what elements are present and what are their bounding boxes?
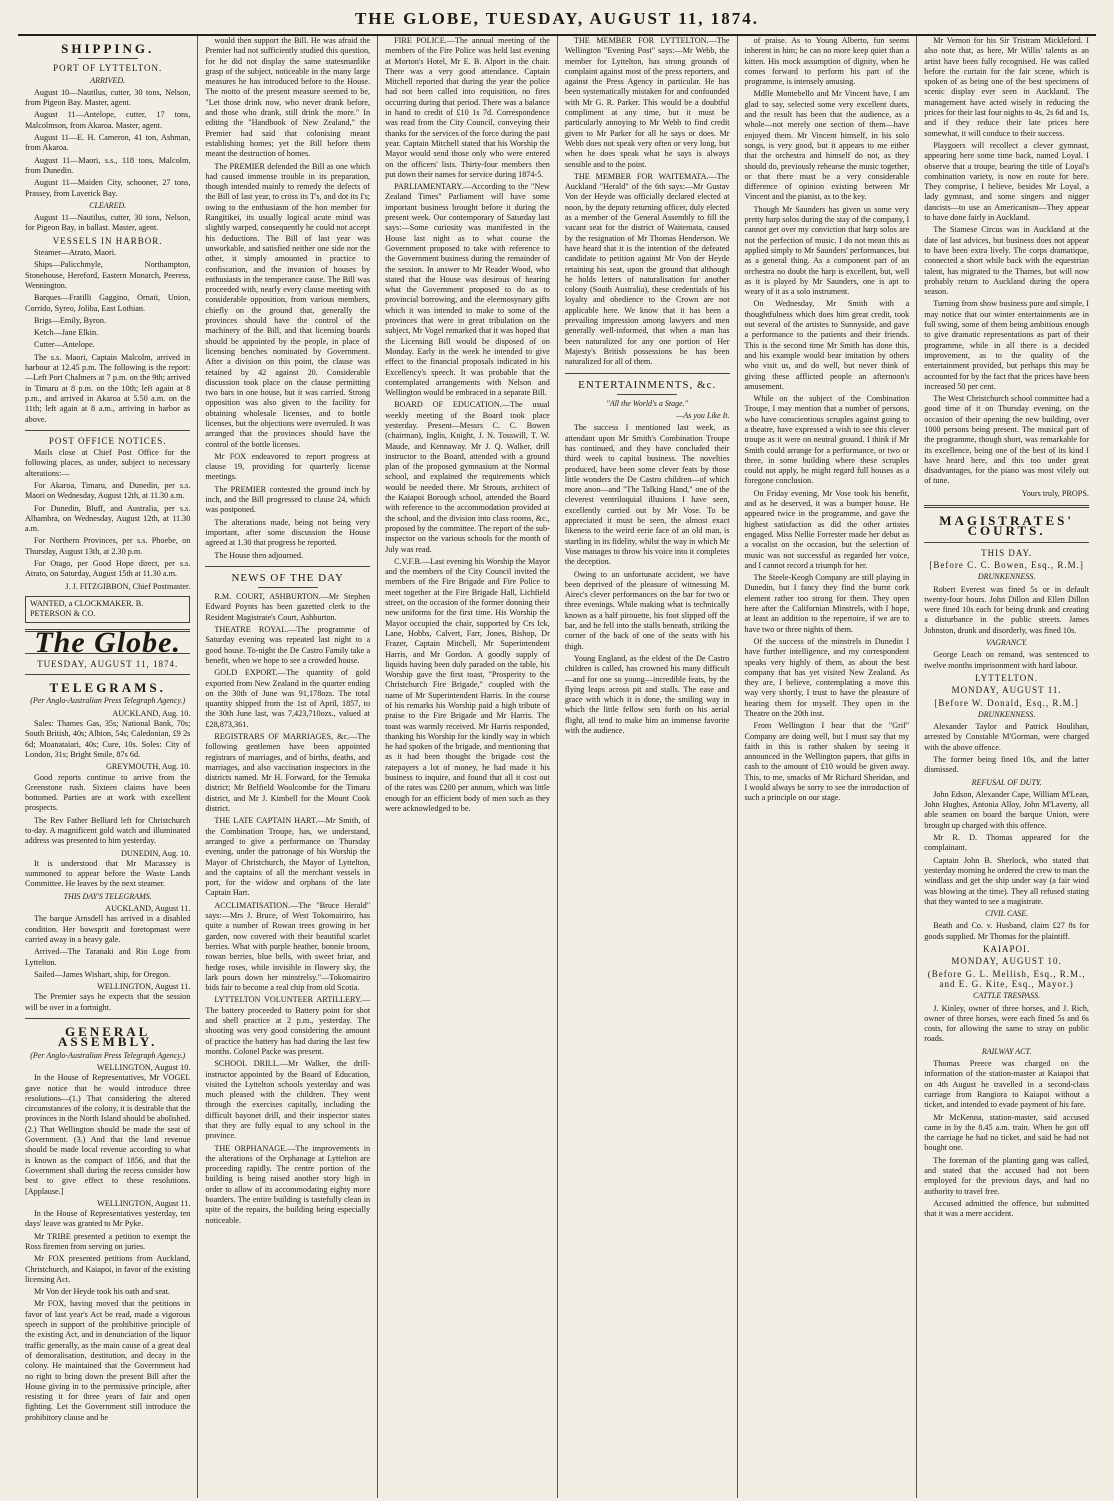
- entertainment-paragraph: Playgoers will recollect a clever gymnast, appearing here some time back, named Loyal. I observe that a troupe, bearing the title of Loyal's combination variety, is now en route for here. They comprise, I believe, besides Mr Loyal, a lady gymnast, and some singers and nigger dancists—to use an Americanism—They appear to have done fairly in Auckland.: [924, 140, 1089, 223]
- shipping-entry: August 11—Maori, s.s., 118 tons, Malcolm, from Dunedin.: [25, 155, 191, 175]
- dateline: WELLINGTON, August 11.: [97, 982, 191, 992]
- cleared-label: CLEARED.: [89, 200, 127, 210]
- shipping-entry: August 11—E. H. Cameron, 41 ton, Ashman, from Akaroa.: [25, 133, 191, 153]
- dateline: WELLINGTON, August 10.: [96, 1062, 191, 1072]
- entertainment-paragraph: On Wednesday, Mr Smith with a thoughtfulness which does him great credit, took out several of the artistes to Sunnyside, and gave a performance to the patients and their friends. This is the second time Mr Smith has done this, and his example would bear imitation by others who visit us, and do well, but never think of giving these afflicted people an afternoon's amusement.: [744, 299, 910, 391]
- page-masthead: THE GLOBE, TUESDAY, AUGUST 11, 1874.: [354, 9, 760, 28]
- wanted-advert: WANTED, a CLOCKMAKER. B. PETERSON & CO.: [25, 596, 190, 623]
- telegram: It is understood that Mr Macassey is summoned to appear before the Waste Lands Committee. He leaves by the next steamer.: [25, 858, 191, 889]
- court-case: Mr R. D. Thomas appeared for the complainant.: [924, 833, 1089, 853]
- news-item: BOARD OF EDUCATION.—The usual weekly meeting of the Board took place yesterday. Present—Messrs C. C. Bowen (chairman), Inglis, Knight, J. N. Tosswill, T. W. Maude, and Kennaway. Mr J. Q. Walker, drill instructor to the Board, attended with a ground plan of the proposed gymnasium at the Normal school, and explained the requirements which would be needed there. Mr Strouts, architect of the Kaiapoi Borough school, attended the Board with reference to the accommodation provided at the school, and the division into class rooms, &c., proposed by the committee. The report of the sub-inspector on the various schools for the month of July was read.: [385, 400, 550, 554]
- props-signature: Yours truly, PROPS.: [1021, 488, 1089, 498]
- article-paragraph: Mr FOX endeavored to report progress at clause 19, providing for quarterly license meetings.: [205, 451, 371, 482]
- columns: [18, 36, 1096, 1498]
- entertainment-paragraph: While on the subject of the Combination Troupe, I may mention that a number of persons, who have conscientious scruples against going to a theatre, have expressed a wish to see this clever troupe as it were on neutral ground. I think if Mr Smith could arrange for a performance, or two or three, in some building where these scruples could not apply, he might regard full houses as a foregone conclusion.: [744, 394, 910, 486]
- harbour-entry: Ships—Palicchmyle, Northampton, Stonehouse, Hereford, Eastern Monarch, Peeress, Wennington.: [25, 260, 191, 290]
- harbour-entry: Steamer—Atrato, Maori.: [34, 248, 117, 258]
- entertainment-paragraph: Mdlle Montebello and Mr Vincent have, I am glad to say, selected some very excellent duets, and the result has been that the audience, as a whole—not merely one section of them—have enjoyed them. Mr Vincent himself, in his solo songs, is very good, but it appears to me either that the orchestra and himself do not, as they should do, previously rehearse the music together, or that there must be a very considerable difference of opinion existing between Mr Vincent and the pianist, as to the key.: [744, 89, 910, 202]
- dateline: AUCKLAND, August 11.: [105, 904, 191, 914]
- news-item: THE MEMBER FOR LYTTELTON.—The Wellington "Evening Post" says:—Mr Webb, the member for Lyttelton, has strong grounds of complaint against most of the press reporters, and against the Press Agency in particular. He has been systematically mistaken for and confounded with Mr G. R. Parker. This would be a doubtful compliment at any time, but it must be particularly annoying to Mr Webb to find credit given to Mr Parker for all he says or does. Mr Webb does not speak very often or very long, but when he does speak what he says is always sensible and to the point.: [564, 36, 730, 169]
- court-case: J. Kinley, owner of three horses, and J. Rich, owner of three horses, were each fined 5s and 6s costs, for allowing the same to stray on public roads.: [924, 1003, 1089, 1044]
- maori-report: The s.s. Maori, Captain Malcolm, arrived in harbour at 12.45 p.m. The following is the report:—Left Port Chalmers at 7 p.m. on the 9th; arrived in Timaru at 8 p.m. on the 10th; left again at 8 p.m., and arrived in Akaroa at 5.50 a.m. on the 11th; left again at 8 a.m., arriving in harbor as above.: [25, 352, 191, 424]
- assembly-paragraph: In the House of Representatives yesterday, ten days' leave was granted to Mr Pyke.: [25, 1209, 191, 1229]
- entertainment-paragraph: The success I mentioned last week, as attendant upon Mr Smith's Combination Troupe has continued, and they have concluded their third week to capital business. The novelties produced, have been some clever feats by those little wonders the De Castro children—of which more anon—and "The Talking Hand," one of the cleverest ventriloquial illusions I have seen, excellently carried out by Mr Vose. To be appreciated it must be seen, the almost exact likeness to the weird eerie face of an old man, is startling in its fidelity, whilst the way in which Mr Vose manages to throw his voice into it completes the deception.: [564, 423, 730, 567]
- court-location: KAIAPOI.: [982, 944, 1031, 955]
- entertainment-paragraph: From Wellington I hear that the "Grif" Company are doing well, but I must say that my faith in this is rather shaken by seeing it announced in the Wellington papers, that gifts in cash to the amount of £10 would be given away. This, to me, smacks of Mr Richard Sheridan, and I would always be sorry to see the introduction of such a principle on our stage.: [744, 721, 910, 803]
- news-item: THE ORPHANAGE.—The improvements in the alterations of the Orphanage at Lyttelton are proceeding rapidly. The centre portion of the building is being raised another story high in order to allow of its accommodating eighty more boarders. The entire building is tastefully clean in spite of the repairs, the building being especially noticeable.: [205, 1143, 371, 1225]
- agency-note: (Per Anglo-Australian Press Telegraph Agency.): [30, 1050, 186, 1060]
- news-item: THEATRE ROYAL.—The programme of Saturday evening was repeated last night to a good house. To-night the De Castro Family take a benefit, when we hope to see a crowded house.: [205, 625, 371, 665]
- entertainments-heading: ENTERTAINMENTS, &c.: [578, 378, 717, 391]
- telegram: Good reports continue to arrive from the Greenstone rush. Sixteen claims have been bottomed. Parties are at work with excellent prospects.: [25, 772, 191, 813]
- divider: [25, 430, 190, 431]
- article-paragraph: The alterations made, being not being very important, after some discussion the House agreed at 1.30 that progress be reported.: [205, 517, 371, 548]
- court-case: Captain John B. Sherlock, who stated that yesterday morning he ordered the crew to man the windlass and get the ship under way (a fair wind was blowing at the time). They all refused stating that they wanted to see a magistrate.: [924, 855, 1089, 906]
- news-item: R.M. COURT, ASHBURTON.—Mr Stephen Edward Poynts has been gazetted clerk to the Resident Magistrate's Court, Ashburton.: [205, 592, 371, 622]
- court-day: THIS DAY.: [981, 547, 1033, 558]
- news-item: THE LATE CAPTAIN HART.—Mr Smith, of the Combination Troupe, has, we understand, arranged to give a performance on Thursday evening, under the patronage of his Worship the Mayor of Christchurch, the Mayor of Lyttelton, and the captains of all the merchant vessels in port, for the widow and orphans of the late Captain Hart.: [205, 816, 371, 898]
- assembly-paragraph: In the House of Representatives, Mr VOGEL gave notice that he would introduce three resolutions—(1.) That considering the altered circumstances of the colony, it is desirable that the provinces in the North Island should be abolished. (2.) That Wellington should be made the seat of Government. (3.) And that the land revenue should be made local revenue according to what is known as the compact of 1856, and that the Government shall during the recess consider how best to give effect to these resolutions. [Applause.]: [25, 1073, 191, 1196]
- court-before: [Before C. C. Bowen, Esq., R.M.]: [929, 559, 1084, 570]
- divider: [924, 505, 1089, 508]
- entertainment-paragraph: Though Mr Saunders has given us some very pretty harp solos during the stay of the company, I cannot get over my conviction that harp solos are not the perfection of music. I do not mean this as applied simply to Mr Saunders' performances, but as a general thing. As a component part of an orchestra no doubt the harp is excellent, but, well as it is played by Mr Saunders, one is apt to weary of it as a solo instrument.: [744, 204, 910, 297]
- charge-label: REFUSAL OF DUTY.: [971, 777, 1042, 787]
- assembly-paragraph: Mr TRIBE presented a petition to exempt the Ross firemen from serving on juries.: [25, 1231, 191, 1251]
- news-item: LYTTELTON VOLUNTEER ARTILLERY.—The battery proceeded to Battery point for shot and shell practice at 2 p.m., yesterday. The shooting was very good considering the amount of practice the battery has had during the last few months. Colonel Packe was present.: [205, 995, 371, 1056]
- entertainment-paragraph: The Siamese Circus was in Auckland at the date of last advices, but business does not appear to have been extra lively. The corps dramatique, connected a short while back with the equestrian talent, has migrated to the Thames, but will now probably return to Auckland during the opera season.: [924, 225, 1089, 297]
- column-1: [18, 36, 197, 1498]
- court-before: [Before W. Donald, Esq., R.M.]: [934, 697, 1079, 708]
- dateline: WELLINGTON, August 11.: [97, 1198, 191, 1208]
- assembly-paragraph: Mr Von der Heyde took his oath and seat.: [34, 1287, 170, 1297]
- court-case: Mr McKenna, station-master, said accused came in by the 8.45 a.m. train. When he got off the carriage he had no ticket, and said he had not bought one.: [924, 1112, 1089, 1153]
- harbour-entry: Barques—Fratilli Gaggino, Ornati, Union, Corrido, Syreo, Joliba, East Lothian.: [25, 293, 191, 313]
- news-item: SCHOOL DRILL.—Mr Walker, the drill-instructor appointed by the Board of Education, visited the Lyttelton schools yesterday and was much pleased with the children. They went through the exercises capitally, including the difficult bayonet drill, and their inspector states that they are fully equal to any school in the province.: [205, 1059, 371, 1141]
- shipping-entry: August 11—Nautilus, cutter, 30 tons, Nelson, for Pigeon Bay, in ballast. Master, agent.: [25, 213, 191, 233]
- arrived-label: ARRIVED.: [90, 75, 126, 85]
- divider: [25, 1018, 190, 1019]
- post-entry: For Northern Provinces, per s.s. Phoebe, on Thursday, August 13th, at 2.30 p.m.: [25, 536, 191, 556]
- divider: [78, 58, 138, 59]
- entertainment-paragraph: Owing to an unfortunate accident, we have been deprived of the pleasure of witnessing M. Airec's clever performances on the bar for two or three evenings. While making what is technically known as a half pirouette, his foot slipped off the bar, and he fell into the stalls beneath, striking the corner of the back of one of the seats with his thigh.: [564, 569, 730, 651]
- divider: [924, 542, 1089, 543]
- harbour-entry: Cutter—Antelope.: [34, 340, 95, 350]
- court-location: LYTTELTON.: [975, 672, 1039, 683]
- dateline: DUNEDIN, Aug. 10.: [121, 848, 191, 858]
- charge-label: CATTLE TRESPASS.: [973, 991, 1041, 1001]
- dateline: GREYMOUTH, Aug. 10.: [105, 762, 191, 772]
- column-6: [916, 36, 1096, 1498]
- news-item: REGISTRARS OF MARRIAGES, &c.—The following gentlemen have been appointed registrars of marriages, and of births, deaths, and marriages, and also vaccination inspectors in the districts named. Mr H. Forward, for the Temuka district; Mr Belfield Woolcombe for the Timaru district, and Mr J. Kimbell for the Mount Cook district.: [205, 732, 371, 814]
- post-entry: For Otago, per Good Hope direct, per s.s. Atrato, on Saturday, August 15th at 11.30 a.m.: [25, 559, 191, 579]
- entertainment-paragraph: Young England, as the eldest of the De Castro children is called, has crowned his many difficult—and for one so young—incredible feats, by the flying leaps across pit and stalls. The ease and grace with which it is done, the smiling way in which the little fellow sets forth on his aerial flight, all tend to make him an immense favorite with the audience.: [564, 653, 730, 735]
- court-day: MONDAY, AUGUST 11.: [951, 685, 1062, 696]
- news-item: THE MEMBER FOR WAITEMATA.—The Auckland "Herald" of the 6th says:—Mr Gustav Von der Heyde was officially declared elected at noon, by the deputy returning officer, duly elected as a member of the General Assembly to fill the vacant seat for the district of Waitemata, caused by the resignation of Mr Thomas Henderson. We have heard that it is the intention of the defeated candidate to petition against Mr Von der Heyde retaining his seat, upon the ground that although he holds letters of naturalisation for another colony (South Australia), these credentials of his loyalty and obedience to the Crown are not applicable here. We know that it has been a prevailing impression among lawyers and men generally well-informed, that when a man has been naturalized for any one portion of Her Majesty's British possessions he has been naturalized for all of them.: [564, 171, 730, 367]
- news-of-the-day-heading: NEWS OF THE DAY: [231, 571, 344, 584]
- entertainment-paragraph: On Friday evening, Mr Vose took his benefit, and as he deserved, it was a bumper house. He appeared twice in the programme, and gave the highest satisfaction as did the other artistes engaged. Miss Nellie Forrester made her debut as a vocalist on the occasion, but the selection of music was not successful as regarded her voice, and I cannot record a triumph for her.: [744, 488, 910, 570]
- court-day: MONDAY, AUGUST 10.: [951, 956, 1062, 967]
- divider: [205, 566, 370, 567]
- court-case: George Leach on remand, was sentenced to twelve months imprisonment with hard labour.: [924, 650, 1089, 670]
- general-assembly-heading: GENERAL ASSEMBLY.: [57, 1024, 158, 1050]
- entertainment-paragraph: of praise. As to Young Alberto, fun seems inherent in him; he can no more keep quiet than a kitten. His mock assumption of dignity, when he comes forward to perform his part of the programme, is intensely amusing.: [744, 36, 910, 87]
- shipping-entry: August 11—Maiden City, schooner, 27 tons, Prassey, from Laverick Bay.: [25, 178, 191, 198]
- court-case: The former being fined 10s, and the latter dismissed.: [924, 755, 1089, 775]
- post-office-heading: POST OFFICE NOTICES.: [48, 435, 167, 446]
- entertainment-paragraph: The West Christchurch school committee had a good time of it on Thursday evening, on the occasion of their opening the new building, over 1000 persons being present. The musical part of the programme, though short, was remarkable for its excellence, being one of the best of its kind I have heard here, and this too under great disadvantages, for the piano was most vilely out of tune.: [924, 394, 1089, 486]
- article-paragraph: The PREMIER defended the Bill as one which had caused immense trouble in its preparation, though intended mainly to remedy the defects of the Bill of last year, to cross its T's, and dot its I's; owing to the enthusiasm of the hon member for Rangitikei, its usually logical acute mind was slightly warped, consequently he could not accept his deductions. The Bill of last year was unworkable, and satisfied neither one side nor the other, it simply amounted in practice to confiscation, and the invasion of houses by enthusiasts in the temperance cause. The Bill was proceeded with, nearly every clause meeting with considerable opposition, from various members, chiefly on the ground that, generally the provinces should have the control of the machinery of the Bill, and that licensing boards should be appointed by the people, in place of licensing benches nominated by Government. After a division on this point, the clause was retained by 42 against 20. Considerable discussion took place on the clause permitting two bars in one house, but it was carried. Strong opposition was also given to the facility for obtaining wholesale licenses, and to bottle licenses, but the objections were overruled. It was arranged that the provinces should have the control of the bottle licenses.: [205, 161, 371, 449]
- assembly-paragraph: Mr FOX, having moved that the petitions in favor of last year's Act be read, made a vigorous speech in support of the prohibitive principle of the existing Act, and in denunciation of the liquor traffic generally, as the main cause of a great deal of demoralisation, destitution, and decay in the colony. He maintained that the Government had no right to bring down the present Bill after the House giving in to the permissive principle, after resisting it for three years of fair and open fighting. Let the Government still introduce the prohibitory clause and he: [25, 1299, 191, 1422]
- news-item: PARLIAMENTARY.—According to the "New Zealand Times" Parliament will have some important business brought before it during the present week. Our contemporary of Saturday last says:—Some curiosity was manifested in the House last night as to what course the Government proposed to take with reference to the Government business during the remainder of the session. In answer to Mr Reader Wood, who stated that the House was desirous of hearing what the Government proposed to do as to provincial borrowing, and the eleemosynary gifts which it was intended to make to some of the provinces that were in great tribulation on the subject, Mr Vogel remarked that it was hoped that the Licensing Bill would be disposed of on Monday. Early in the week he intended to give effect to the financial proposals indicated in his Excellency's speech. It was probable that the contemplated arrangements with Nelson and Wellington would be embraced in a separate Bill.: [385, 182, 550, 398]
- news-item: FIRE POLICE.—The annual meeting of the members of the Fire Police was held last evening at Morton's Hotel, Mr E. B. Alport in the chair. There was a very good attendance. Captain Mitchell reported that during the year the police had not been called into requisition, no fires occurring during that period. There was a balance in hand to credit of £10 1s 7d. Correspondence was read from the City Council, conveying their thanks for the services of the force during the past year. Captain Mitchell stated that his Worship the Mayor would send those only who were entered on the officers' lists. Thirty-four members then put down their names for service during 1874-5.: [385, 36, 550, 179]
- column-4: [557, 36, 737, 1498]
- harbour-entry: Ketch—Jane Elkin.: [34, 328, 99, 338]
- court-case: Beath and Co. v. Husband, claim £27 8s for goods supplied. Mr Thomas for the plaintiff.: [924, 921, 1089, 941]
- court-case: Accused admitted the offence, but submitted that it was a mere accident.: [924, 1198, 1089, 1219]
- entertainments-attribution: —As you Like It.: [676, 411, 730, 421]
- telegram: Arrived—The Taranaki and Rio Loge from Lyttelton.: [25, 947, 191, 967]
- court-case: Thomas Preece was charged on the information of the station-master at Kaiapoi that on 4th August he travelled in a second-class carriage from Rangiora to Kaiapoi without a ticket, and intended to evade payment of his fare.: [924, 1059, 1089, 1110]
- article-paragraph: would then support the Bill. He was afraid the Premier had not sufficiently studied this question, for he did not display the same statesmanlike grasp of the subject, noticeable in the many large measures he has introduced before to the House. The motto of the present measure seemed to be, "Let those drink now, who never drank before, and those who drank, still drink the more." In editing the "Handbook of New Zealand," the Premier had said that colonising meant establishing homes; yet the Bill before them meant the destruction of homes.: [205, 36, 371, 159]
- shipping-entry: August 11—Antelope, cutter, 17 tons, Malcolmson, from Akaroa. Master, agent.: [25, 110, 191, 130]
- article-paragraph: The PREMIER contested the ground inch by inch, and the Bill progressed to clause 24, which was postponed.: [205, 484, 371, 515]
- telegram: The barque Arnsdell has arrived in a disabled condition. Her bowsprit and foretopmast were carried away in a heavy gale.: [25, 914, 191, 944]
- post-entry: For Akaroa, Timaru, and Dunedin, per s.s. Maori on Wednesday, August 12th, at 11.30 a.m.: [25, 480, 191, 501]
- divider: [25, 674, 190, 675]
- article-paragraph: The House then adjourned.: [214, 550, 304, 560]
- assembly-paragraph: Mr FOX presented petitions from Auckland, Christchurch, and Kaiapoi, in favor of the existing licensing Act.: [25, 1254, 191, 1284]
- charge-label: DRUNKENNESS.: [977, 572, 1036, 582]
- agency-note: (Per Anglo-Australian Press Telegraph Agency.): [30, 696, 186, 706]
- divider: [565, 373, 730, 374]
- this-days-telegrams: THIS DAY'S TELEGRAMS.: [63, 891, 152, 901]
- telegram: Sales: Thames Gas, 35s; National Bank, 70s; South British, 40s; Albion, 54s; Caledonian, £9 2s 6d; Moanataiari, 40s; Cure, 10s. Soles: City of London, 31s; Bright Smile, 87s 6d.: [25, 719, 191, 759]
- court-case: Alexander Taylor and Patrick Houlihan, arrested by Constable M'Gorman, were charged with the above offence.: [924, 722, 1089, 752]
- telegram: The Rev Father Belliard left for Christchurch to-day. A magnificent gold watch and illuminated address was presented to him yesterday.: [25, 815, 191, 846]
- charge-label: CIVIL CASE.: [985, 909, 1029, 919]
- port-heading: PORT OF LYTTELTON.: [53, 63, 163, 74]
- entertainment-paragraph: The Steele-Keogh Company are still playing in Dunedin, but I fancy they find the burnt cork element rather too strong for them. They open here after the Californian Minstrels, with I hope, at least an addition to the repertoire, if we are to have two or three nights of them.: [744, 573, 910, 634]
- divider: [258, 587, 318, 588]
- court-case: John Edson, Alexander Cape, William M'Lean, John Hughes, Antonia Alloy, John M'Laverty, all able seamen on board the barque Union, were brought up charged with this offence.: [924, 789, 1089, 830]
- court-before: (Before G. L. Mellish, Esq., R.M., and E. G. Kite, Esq., Mayor.): [927, 968, 1086, 989]
- divider: [617, 394, 677, 395]
- dateline: AUCKLAND, Aug. 10.: [112, 708, 191, 718]
- telegram: The Premier says he expects that the session will be over in a fortnight.: [25, 992, 191, 1012]
- telegrams-heading: TELEGRAMS.: [49, 680, 166, 696]
- column-2: [197, 36, 377, 1498]
- charge-label: RAILWAY ACT.: [981, 1046, 1032, 1056]
- telegram: Sailed—James Wishart, ship, for Oregon.: [34, 969, 171, 979]
- post-entry: For Dunedin, Bluff, and Australia, per s.s. Alhambra, on Wednesday, August 12th, at 11.30 a.m.: [25, 503, 191, 534]
- court-case: The foreman of the planting gang was called, and stated that the accused had not been employed for the previous days, and had no authority to travel free.: [924, 1155, 1089, 1196]
- shipping-entry: August 10—Nautilus, cutter, 30 tons, Nelson, from Pigeon Bay. Master, agent.: [25, 87, 191, 108]
- postmaster-signature: J. J. FITZGIBBON, Chief Postmaster.: [65, 581, 191, 591]
- paper-title: The Globe.: [34, 625, 181, 659]
- entertainment-paragraph: Of the success of the minstrels in Dunedin I have further intelligence, and my correspondent speaks very highly of them, as about the best company that has yet visited New Zealand. As they are, I believe, contemplating a move this way very shortly, I trust to have the pleasure of hearing them for myself. They open in the Theatre on the 20th inst.: [744, 636, 910, 718]
- entertainment-paragraph: Turning from show business pure and simple, I may notice that our winter entertainments are in full swing, some of them being ambitious enough to give dramatic representations as part of their programme, while in all there is a decided improvement, as to the quality of the entertainment provided, but perhaps this may be accounted for by the fact that the prices have been increased 50 per cent.: [924, 299, 1089, 391]
- harbour-heading: VESSELS IN HARBOR.: [52, 235, 163, 246]
- news-item: C.V.F.B.—Last evening his Worship the Mayor and the members of the City Council invited the members of the Fire Brigade and Fire Police to meet together at the Fire Brigade Hall, Lichfield street, on the occasion of the former donning their new uniforms for the first time. His Worship the Mayor occupied the chair, supported by Crs Ick, Lane, Hobbs, Calvert, Farr, Jones, Bishop, Dr Frazer, Captain Mitchell, Mr Superintendent Harris, and Mr Gordon. A goodly supply of liquids having been duly paraded on the table, his Worship gave the first toast, "Prosperity to the Christchurch Fire Brigade," coupled with the name of Mr Superintendent Harris. In the course of his remarks his Worship paid a high tribute of praise to the Fire Brigade and Mr Harris. The toast was warmly received. Mr Harris responded, thanking his Worship for the kindly way in which he had spoken of the brigade, and mentioning that as it had been thought the brigade cost the ratepayers a lot of money, he had made it his business to inquire, and found that all it cost out of the rates was £200 per annum, which was little enough for an efficient body of men such as they were acknowledged to be.: [385, 556, 550, 813]
- charge-label: VAGRANCY.: [986, 638, 1028, 648]
- shipping-heading: SHIPPING.: [61, 41, 155, 56]
- charge-label: DRUNKENNESS.: [977, 709, 1036, 719]
- column-5: [737, 36, 917, 1498]
- news-item: GOLD EXPORT.—The quantity of gold exported from New Zealand in the quarter ending on the 30th of June was 91,178ozs. The total quantity shipped from the 1st of April, 1857, to the 30th June last, was 7,423,710ozs., valued at £28,873,361.: [205, 668, 371, 729]
- harbour-entry: Brigs—Emily, Byron.: [34, 315, 107, 325]
- entertainment-paragraph: Mr Vernon for his Sir Tristram Mickleford. I also note that, as here, Mr Willis' talents as an artist have been fully recognised. He was called before the curtain for the fair scene, which is spoken of as being one of the best specimens of scenic display ever seen in Auckland. The management have acted wisely in reducing the prices for their last four nights to 4s, 2s 6d and 1s, and if they reduce their late prices here somewhat, it will conduce to their success.: [924, 36, 1089, 138]
- column-3: [377, 36, 557, 1498]
- news-item: ACCLIMATISATION.—The "Bruce Herald" says:—Mrs J. Bruce, of West Tokomairiro, has quite a number of Rowan trees growing in her garden, now covered with their beautiful scarlet berries. What with purple heather, bonnie broom, rowan berries, blue bells, with sweet briar, and hedge roses, while invisible in flowery sky, the lark pours down her minstrelsy."—Tokomairiro bids fair to become a real chip from old Scotia.: [205, 900, 371, 993]
- magistrates-courts-heading: MAGISTRATES' COURTS.: [939, 513, 1074, 539]
- paper-date: TUESDAY, AUGUST 11, 1874.: [37, 658, 179, 669]
- post-entry: Mails close at Chief Post Office for the following places, as under, subject to necessary alterations:—: [25, 448, 191, 478]
- entertainments-motto: "All the World's a Stage.": [606, 398, 689, 408]
- court-case: Robert Everest was fined 5s or in default twenty-four hours. John Dillon and Ellen Dillon were fined 10s each for being drunk and creating a disturbance in the public streets. James Johnston, drunk and disorderly, was fined 10s.: [924, 584, 1089, 635]
